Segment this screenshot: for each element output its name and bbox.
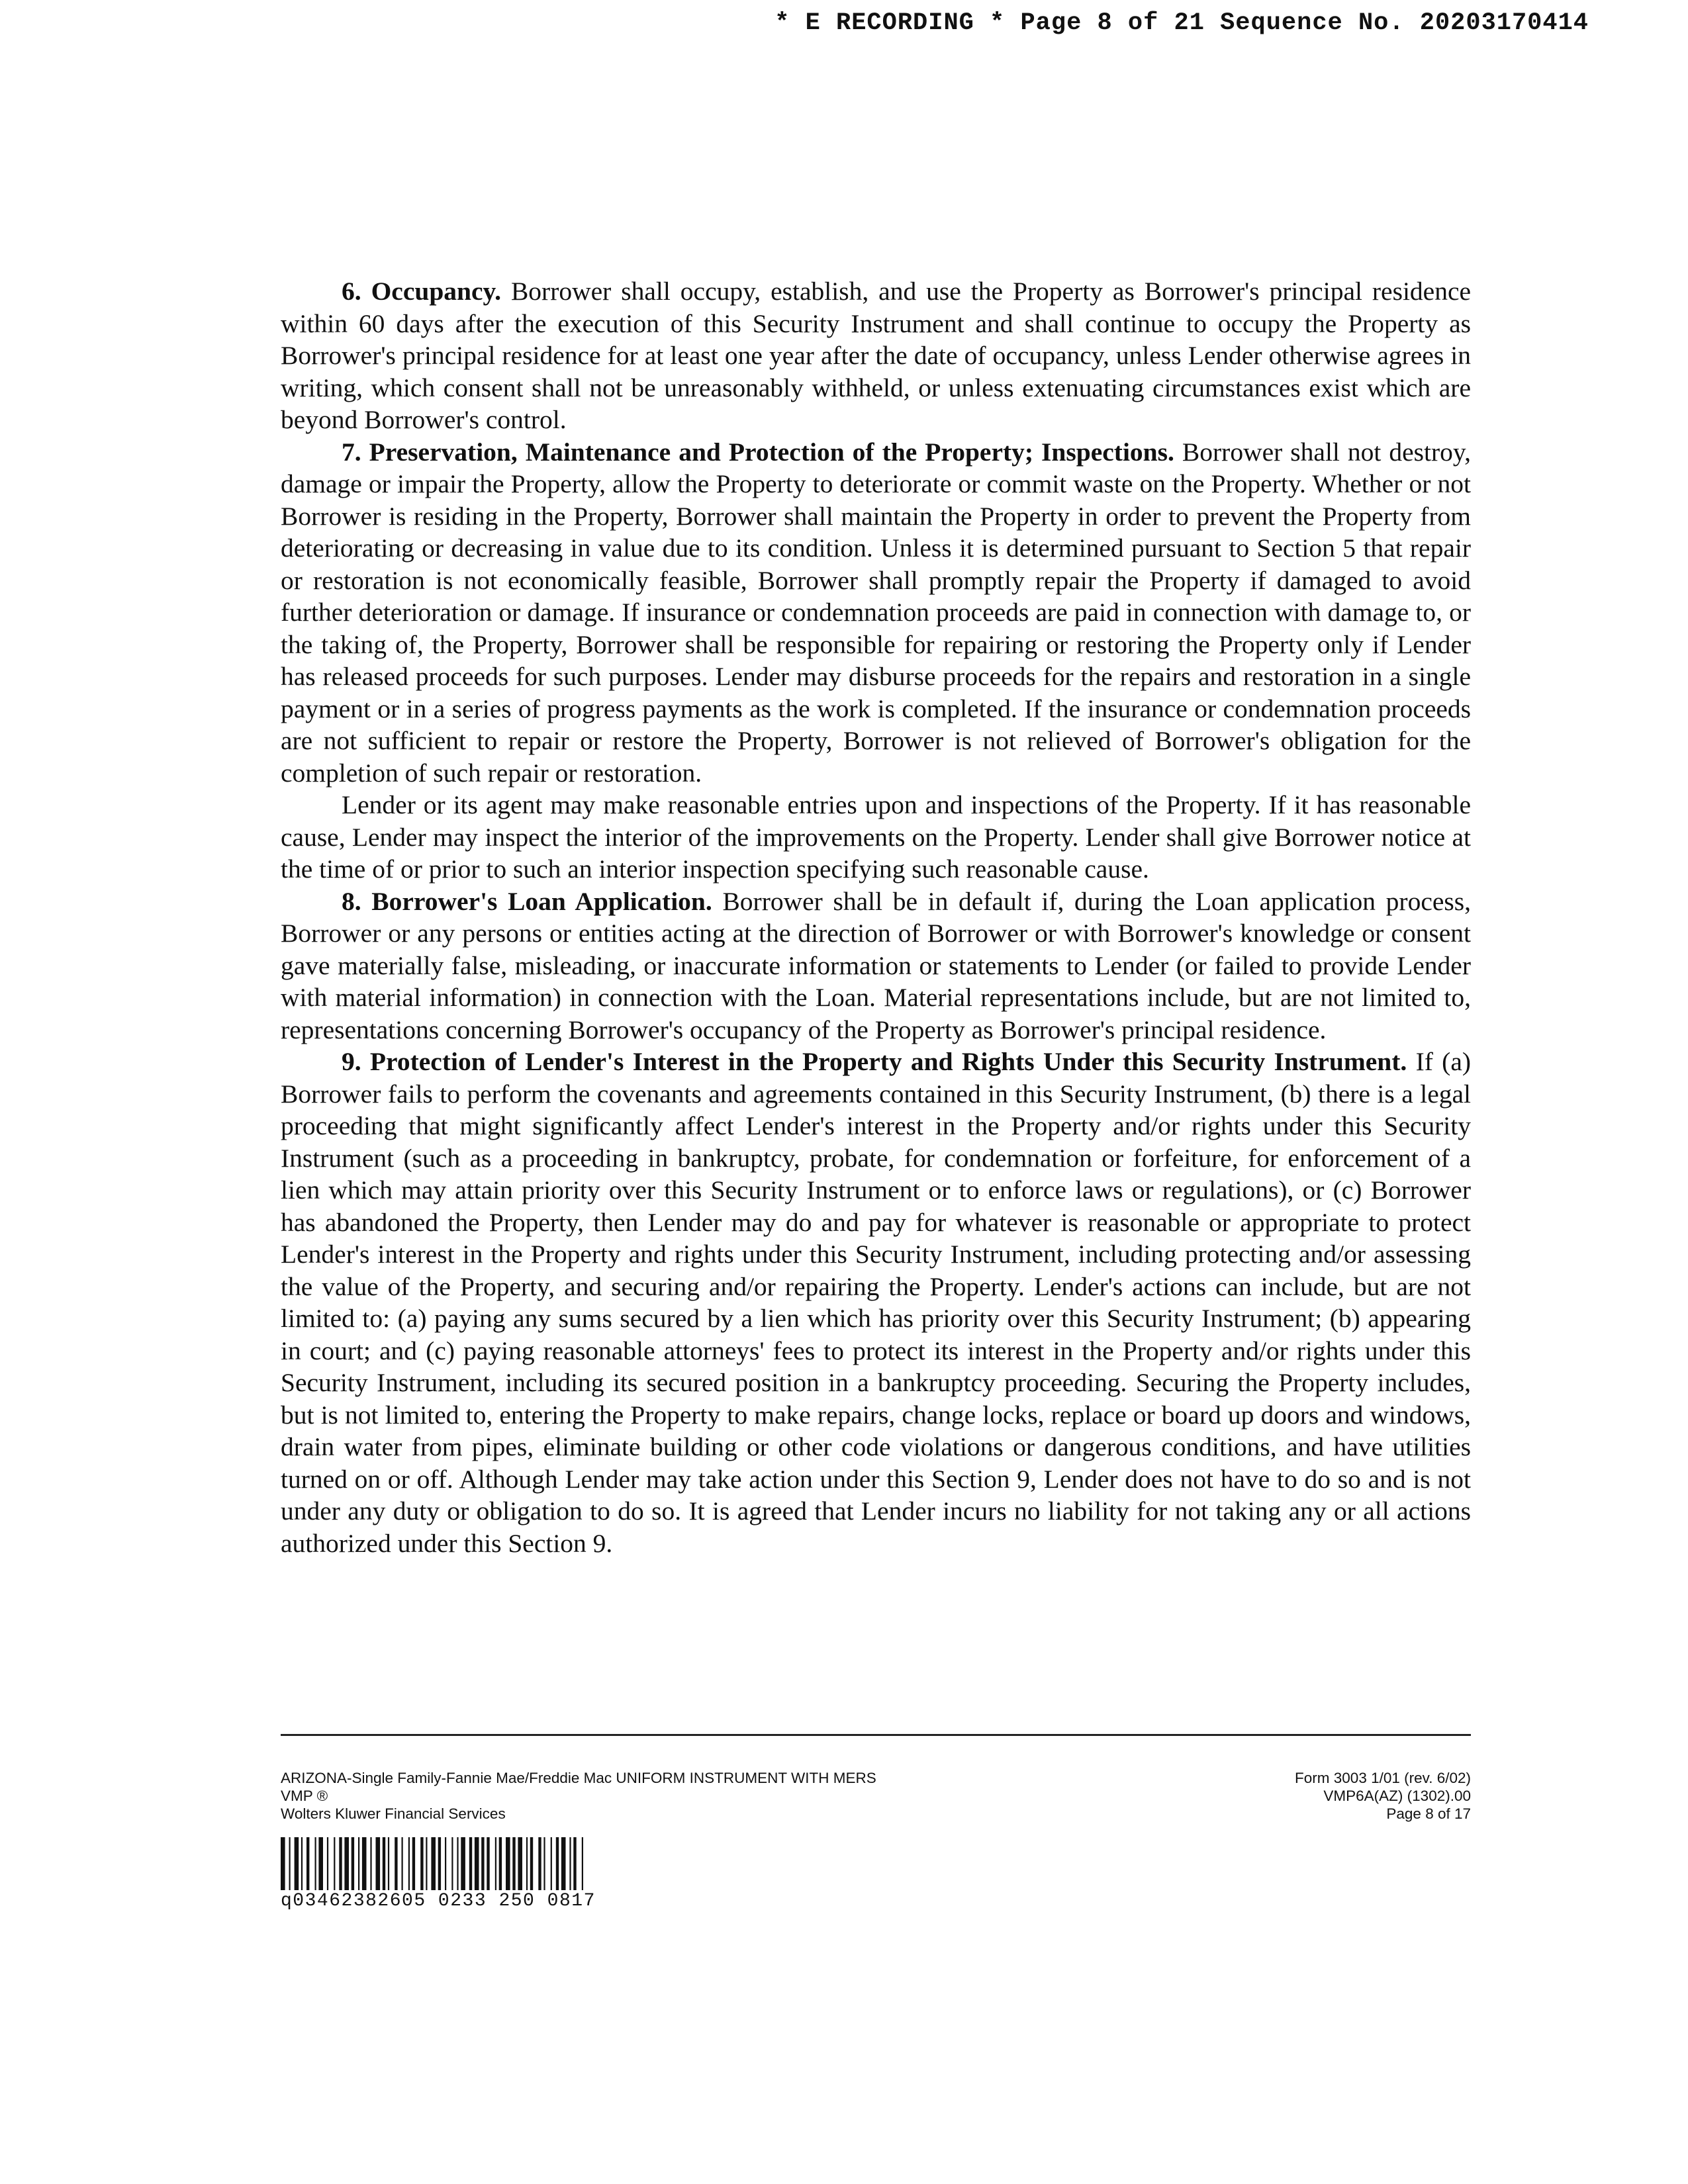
footer-form-number: Form 3003 1/01 (rev. 6/02) bbox=[1295, 1770, 1471, 1786]
section-heading: 9. Protection of Lender's Interest in the Property and Rights Under this Security Instrument. bbox=[342, 1047, 1407, 1076]
section-inspection-paragraph bbox=[281, 789, 1471, 886]
footer-form-numbers bbox=[1295, 1769, 1471, 1823]
section-protection-of-interest bbox=[281, 1046, 1471, 1559]
footer-divider bbox=[281, 1734, 1471, 1736]
section-text: Borrower shall occupy, establish, and use the Property as Borrower's principal residence within 60 days after the execution of this Security Instrument and shall continue to occupy the Property as Borrower's principal residence for at least one year after the date of occupancy, unless Lender otherwise agrees in writing, which consent shall not be unreasonably withheld, or unless extenuating circumstances exist which are beyond Borrower's control. bbox=[281, 277, 1472, 434]
footer-form-title: ARIZONA-Single Family-Fannie Mae/Freddie Mac UNIFORM INSTRUMENT WITH MERS bbox=[281, 1770, 876, 1786]
section-occupancy bbox=[281, 275, 1471, 436]
footer-publisher: Wolters Kluwer Financial Services bbox=[281, 1805, 506, 1822]
section-text: Borrower shall not destroy, damage or impair the Property, allow the Property to deteriorate or commit waste on the Property. Whether or not Borrower is residing in the Property, Borrower shall maintain the Property in order to prevent the Property from deteriorating or decreasing in value due to its condition. Unless it is determined pursuant to Section 5 that repair or restoration is not economically feasible, Borrower shall promptly repair the Property if damaged to avoid further deterioration or damage. If insurance or condemnation proceeds are paid in connection with damage to, or the taking of, the Property, Borrower shall be responsible for repairing or restoring the Property only if Lender has released proceeds for such purposes. Lender may disburse proceeds for the repairs and restoration in a single payment or in a series of progress payments as the work is completed. If the insurance or condemnation proceeds are not sufficient to repair or restore the Property, Borrower is not relieved of Borrower's obligation for the completion of such repair or restoration. bbox=[281, 437, 1471, 788]
footer-vmp: VMP ® bbox=[281, 1788, 328, 1804]
section-loan-application bbox=[281, 886, 1471, 1046]
section-heading: 7. Preservation, Maintenance and Protection of the Property; Inspections. bbox=[342, 437, 1174, 467]
section-text: Lender or its agent may make reasonable entries upon and inspections of the Property. If it has reasonable cause, Lender may inspect the interior of the improvements on the Property. Lender shall give Borrower notice at the time of or prior to such an interior inspection specifying such reasonable cause. bbox=[281, 790, 1471, 884]
section-heading: 8. Borrower's Loan Application. bbox=[342, 886, 712, 916]
section-heading: 6. Occupancy. bbox=[342, 277, 501, 306]
section-preservation bbox=[281, 436, 1471, 790]
footer-form-info bbox=[281, 1769, 876, 1823]
section-text: Borrower shall be in default if, during the Loan application process, Borrower or any persons or entities acting at the direction of Borrower or with Borrower's knowledge or consent gave materially false, misleading, or inaccurate information or statements to Lender (or failed to provide Lender with material information) in connection with the Loan. Material representations include, but are not limited to, representations concerning Borrower's occupancy of the Property as Borrower's principal residence. bbox=[281, 886, 1471, 1044]
document-body bbox=[281, 275, 1471, 1559]
footer-form-code: VMP6A(AZ) (1302).00 bbox=[1323, 1788, 1471, 1804]
barcode bbox=[281, 1837, 744, 1890]
recording-header: * E RECORDING * Page 8 of 21 Sequence No. 20203170414 bbox=[774, 9, 1589, 37]
footer-page-of: Page 8 of 17 bbox=[1386, 1805, 1471, 1822]
barcode-number: q03462382605 0233 250 0817 bbox=[281, 1891, 596, 1911]
section-text: If (a) Borrower fails to perform the covenants and agreements contained in this Security Instrument, (b) there is a legal proceeding that might significantly affect Lender's interest in the Property and/or rights under this Security Instrument (such as a proceeding in bankruptcy, probate, for condemnation or forfeiture, for enforcement of a lien which may attain priority over this Security Instrument or to enforce laws or regulations), or (c) Borrower has abandoned the Property, then Lender may do and pay for whatever is reasonable or appropriate to protect Lender's interest in the Property and rights under this Security Instrument, including protecting and/or assessing the value of the Property, and securing and/or repairing the Property. Lender's actions can include, but are not limited to: (a) paying any sums secured by a lien which has priority over this Security Instrument; (b) appearing in court; and (c) paying reasonable attorneys' fees to protect its interest in the Property and/or rights under this Security Instrument, including its secured position in a bankruptcy proceeding. Securing the Property includes, but is not limited to, entering the Property to make repairs, change locks, replace or board up doors and windows, drain water from pipes, eliminate building or other code violations or dangerous conditions, and have utilities turned on or off. Although Lender may take action under this Section 9, Lender does not have to do so and is not under any duty or obligation to do so. It is agreed that Lender incurs no liability for not taking any or all actions authorized under this Section 9. bbox=[281, 1047, 1472, 1558]
